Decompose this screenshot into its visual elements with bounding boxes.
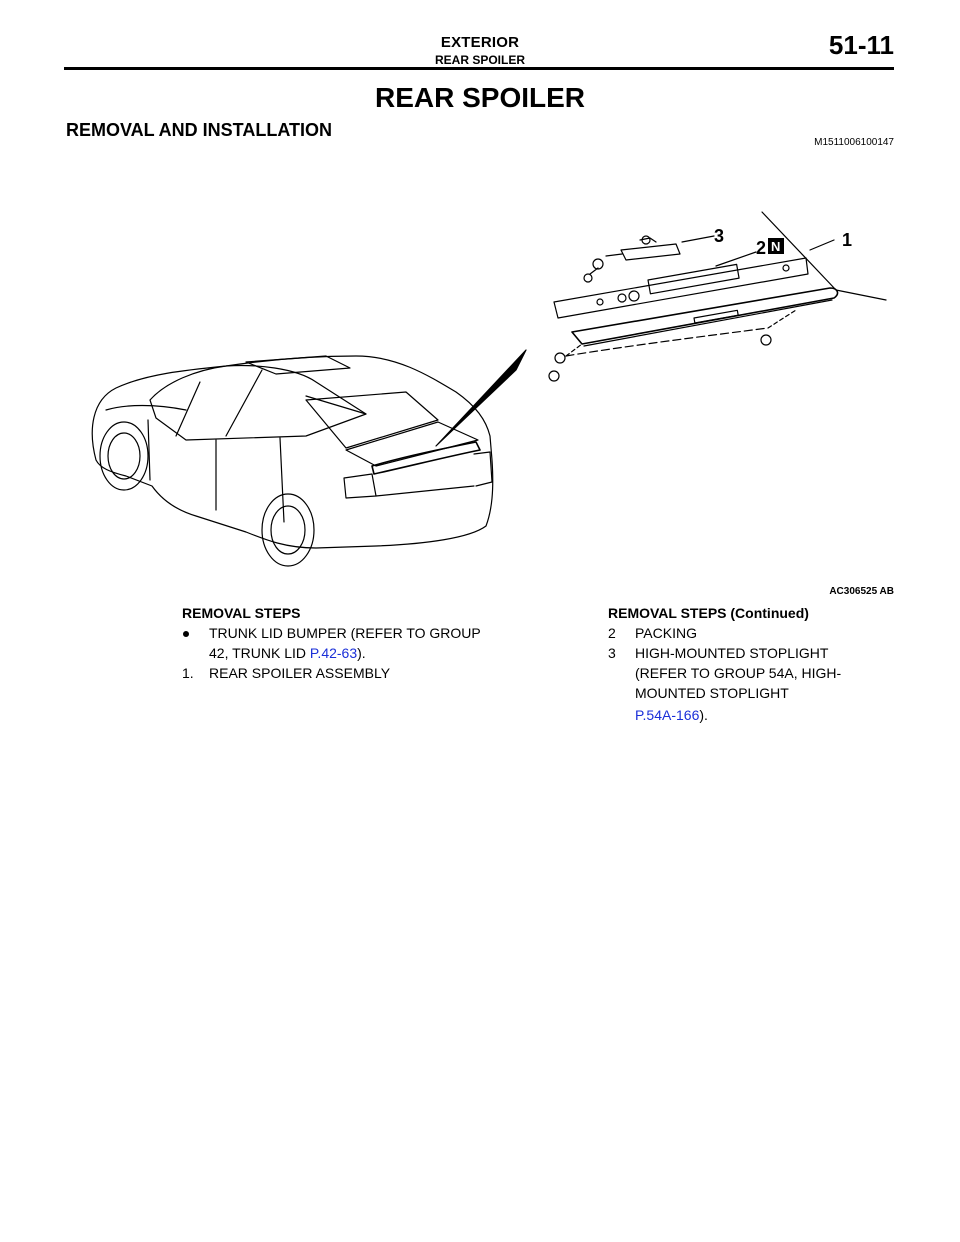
list-item (608, 623, 878, 643)
list-item: 3 HIGH-MOUNTED STOPLIGHT (REFER TO GROUP 54A, HIGH-MOUNTED STOPLIGHT P.54A-166). (608, 645, 842, 723)
removal-steps-left (182, 603, 482, 683)
callout-1: 1 (842, 230, 853, 250)
ref-link-stoplight[interactable]: P.54A-166 (635, 707, 700, 723)
header-section: EXTERIOR (440, 34, 520, 51)
step-number: 3 (608, 645, 616, 661)
header-subsection: REAR SPOILER (434, 53, 525, 67)
rear-spoiler-figure (66, 160, 896, 600)
callout-3: 3 (714, 226, 725, 246)
list-item (182, 663, 482, 683)
page-title: REAR SPOILER (374, 82, 586, 113)
figure-id: AC306525 AB (829, 586, 894, 597)
car-illustration (92, 356, 492, 566)
ref-link-trunk-lid[interactable]: P.42-63 (309, 645, 358, 661)
removal-steps-right (608, 603, 878, 725)
document-code: M1511006100147 (814, 137, 894, 148)
removal-steps-continued-heading: REMOVAL STEPS (Continued) (608, 605, 809, 621)
step-text: REAR SPOILER ASSEMBLY (209, 665, 391, 681)
n-mark: N (771, 239, 781, 254)
list-item: TRUNK LID BUMPER (REFER TO GROUP 42, TRUNK LID P.42-63). (182, 623, 482, 663)
header-rule (64, 67, 894, 70)
step-number: 2 (608, 625, 616, 641)
step-number: 1. (182, 665, 194, 681)
step-text: PACKING (635, 625, 697, 641)
callout-2: 2 (756, 238, 767, 258)
step-text: HIGH-MOUNTED STOPLIGHT (REFER TO GROUP 54A, HIGH-MOUNTED STOPLIGHT (635, 645, 842, 701)
bullet-icon (183, 631, 189, 637)
leader-pointer (436, 350, 526, 446)
page-number: 51-11 (828, 30, 894, 60)
step-text: TRUNK LID BUMPER (REFER TO GROUP 42, TRUNK LID (209, 625, 481, 661)
section-subheading: REMOVAL AND INSTALLATION (66, 120, 332, 140)
removal-steps-heading: REMOVAL STEPS (182, 605, 301, 621)
